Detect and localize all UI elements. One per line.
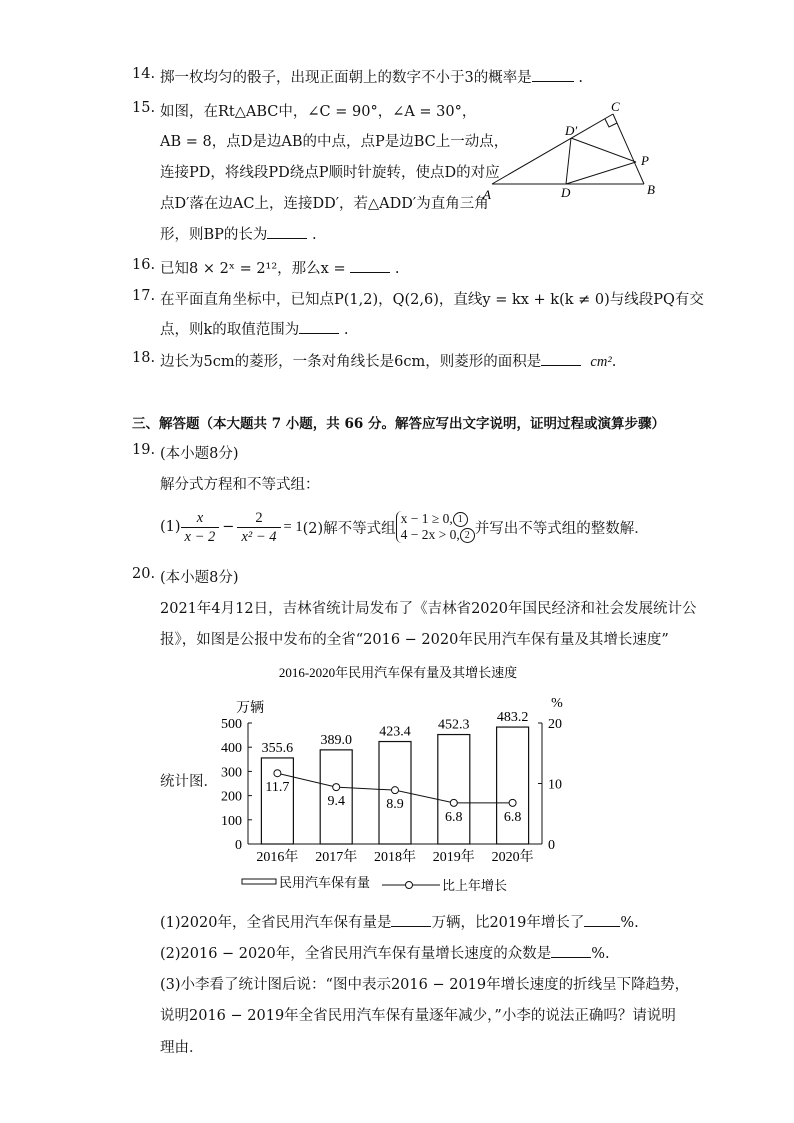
- q17-stem-end: 点，则k的取值范围为: [160, 322, 300, 338]
- q14-end: .: [578, 70, 583, 86]
- legend-line-label: 比上年增长: [442, 878, 508, 893]
- q19-number: 19.: [132, 442, 156, 458]
- q19-fraction-1: [181, 509, 220, 546]
- legend-bar-swatch: [242, 879, 276, 884]
- q19-score: (本小题8分): [160, 446, 239, 462]
- q19-fraction-1-denominator: x − 2: [184, 528, 216, 545]
- q20-subq1-blank-1[interactable]: [391, 925, 431, 927]
- q19-fraction-1-numerator: x: [181, 509, 220, 528]
- q16-answer-blank[interactable]: [350, 271, 390, 273]
- q19-equals: = 1: [283, 518, 303, 535]
- label-A: A: [483, 187, 491, 202]
- q19-inequality-2-text: 4 − 2x > 0,: [400, 527, 460, 542]
- q20-score: (本小题8分): [160, 570, 239, 586]
- q15-line3: 连接PD，将线段PD绕点P顺时针旋转，使点D的对应: [160, 165, 500, 181]
- legend-line-marker: [406, 882, 413, 889]
- q19-inequality-1: [401, 511, 475, 527]
- y-tick-label: 300: [221, 765, 242, 781]
- q17-end: .: [343, 322, 349, 338]
- label-B: B: [647, 182, 655, 197]
- circled-2: 2: [460, 528, 475, 543]
- q16-end: .: [394, 261, 400, 277]
- q19-part2-tail: 并写出不等式组的整数解．: [474, 520, 649, 537]
- y-tick-label: 500: [221, 717, 242, 732]
- bar-value-label: 483.2: [496, 710, 529, 726]
- q15-triangle-figure: [480, 98, 670, 208]
- q17-number: 17.: [132, 288, 156, 304]
- growth-value-label: 11.7: [265, 780, 290, 796]
- q17-answer-blank[interactable]: [299, 332, 339, 334]
- bar: [438, 735, 470, 844]
- q15-line1: 如图，在Rt△ABC中，∠C = 90°，∠A = 30°，: [160, 104, 477, 120]
- growth-point: [450, 799, 457, 806]
- q20-subq1-blank-2[interactable]: [584, 925, 620, 927]
- q17-line2: [160, 318, 349, 339]
- q19-inequality-system: [396, 511, 475, 544]
- bar-value-label: 452.3: [438, 717, 470, 733]
- q15-number: 15.: [132, 100, 156, 116]
- growth-value-label: 9.4: [327, 794, 345, 810]
- growth-value-label: 8.9: [386, 797, 404, 813]
- label-D-prime: D′: [565, 123, 578, 138]
- q18-stem: 边长为5cm的菱形，一条对角线长是6cm，则菱形的面积是: [160, 354, 542, 370]
- q16-text: [160, 257, 399, 278]
- q14-text: [160, 66, 583, 87]
- chart-y2-axis-label: %: [551, 696, 563, 711]
- q20-subq1-part-b: 万辆，比2019年增长了: [431, 915, 585, 931]
- q18-text: [160, 350, 616, 371]
- label-P: P: [641, 153, 649, 168]
- q20-subq1-part-a: (1)2020年，全省民用汽车保有量是: [160, 915, 392, 931]
- y-tick-label: 0: [235, 838, 242, 853]
- chart-title: 2016-2020年民用汽车保有量及其增长速度: [278, 665, 518, 680]
- growth-value-label: 6.8: [503, 809, 522, 825]
- q18-number: 18.: [132, 350, 156, 366]
- q15-line2: AB = 8，点D是边AB的中点，点P是边BC上一动点，: [160, 134, 509, 150]
- q18-answer-blank[interactable]: [541, 364, 581, 366]
- y-tick-label: 100: [221, 813, 242, 829]
- growth-point: [333, 784, 340, 791]
- q15-end: .: [312, 227, 317, 243]
- y-tick-label: 400: [221, 741, 242, 757]
- q15-answer-blank[interactable]: [267, 237, 307, 239]
- q20-line2: 报》，如图是公报中发布的全省“2016 − 2020年民用汽车保有量及其增长速度”: [160, 632, 669, 648]
- growth-point: [509, 799, 516, 806]
- x-tick-label: 2019年: [432, 850, 475, 865]
- bar-value-label: 389.0: [320, 732, 352, 748]
- q19-minus: −: [222, 519, 235, 535]
- growth-point: [274, 770, 281, 777]
- q19-fraction-2: [237, 509, 280, 546]
- growth-value-label: 6.8: [445, 809, 463, 825]
- q14-stem: 掷一枚均匀的骰子，出现正面朝上的数字不小于3的概率是: [160, 70, 532, 86]
- label-D: D: [561, 185, 571, 200]
- q14-answer-blank[interactable]: [532, 80, 574, 82]
- q20-subq3-line2: 说明2016 − 2019年全省民用汽车保有量逐年减少，”小李的说法正确吗？请说明: [160, 1008, 676, 1024]
- q19-intro: 解分式方程和不等式组：: [160, 477, 320, 493]
- bar-value-label: 355.6: [261, 740, 294, 756]
- growth-point: [392, 787, 399, 794]
- q19-fraction-2-numerator: 2: [237, 509, 280, 528]
- x-tick-label: 2018年: [374, 850, 416, 865]
- q20-subq2-blank[interactable]: [551, 956, 591, 958]
- q20-subq3-line3: 理由．: [160, 1040, 204, 1056]
- q14-number: 14.: [132, 66, 156, 82]
- chart-y-axis-label: 万辆: [236, 701, 264, 716]
- y-tick-label: 200: [221, 789, 242, 805]
- y2-tick-label: 10: [548, 777, 562, 793]
- q19-inequality-2: [401, 527, 475, 543]
- bar: [497, 727, 529, 844]
- q15-stem-end: 形，则BP的长为: [160, 227, 268, 243]
- q20-subq2-part-b: %.: [591, 946, 610, 962]
- q17-line1: 在平面直角坐标中，已知点P(1,2)，Q(2,6)，直线y = kx + k(k ≠ 0)与线段PQ有交: [160, 292, 704, 308]
- q19-part1-label: (1): [160, 519, 181, 535]
- q19-problems: [160, 507, 649, 547]
- q15-line5: [160, 223, 317, 244]
- section3-heading: 三、解答题（本大题共 7 小题，共 66 分。解答应写出文字说明，证明过程或演算步骤）: [132, 416, 665, 432]
- x-tick-label: 2020年: [491, 850, 534, 865]
- chart-legend: [242, 875, 507, 893]
- vehicle-ownership-chart: [200, 656, 600, 901]
- legend-bar-label: 民用汽车保有量: [279, 875, 371, 890]
- q20-subq1-part-c: %.: [620, 915, 639, 931]
- q19-fraction-2-denominator: x² − 4: [241, 528, 277, 545]
- q16-number: 16.: [132, 257, 156, 273]
- q18-unit: cm²: [590, 354, 612, 370]
- q19-inequality-1-text: x − 1 ≥ 0,: [400, 510, 453, 526]
- bar-value-label: 423.4: [379, 724, 411, 740]
- q20-subq2-part-a: (2)2016 − 2020年，全省民用汽车保有量增长速度的众数是: [160, 946, 552, 962]
- q20-chart-caption: 统计图．: [160, 774, 218, 790]
- q19-part2-label: (2)解不等式组: [302, 520, 396, 537]
- q20-line1: 2021年4月12日，吉林省统计局发布了《吉林省2020年国民经济和社会发展统计公: [160, 601, 697, 617]
- y2-tick-label: 20: [548, 717, 562, 732]
- x-tick-label: 2016年: [256, 850, 299, 865]
- q20-subq1: [160, 911, 639, 932]
- q20-subq2: [160, 942, 610, 963]
- q20-subq3-line1: (3)小李看了统计图后说：“图中表示2016 − 2019年增长速度的折线呈下降趋势，: [160, 977, 690, 993]
- q15-line4: 点D′落在边AC上，连接DD′，若△ADD′为直角三角: [160, 196, 489, 212]
- label-C: C: [611, 99, 620, 114]
- circled-1: 1: [453, 512, 468, 527]
- y2-tick-label: 0: [548, 838, 555, 853]
- q18-end: .: [611, 354, 617, 370]
- x-tick-label: 2017年: [315, 850, 358, 865]
- q20-number: 20.: [132, 566, 156, 582]
- q16-stem: 已知8 × 2ˣ = 2¹²，那么x =: [160, 261, 346, 277]
